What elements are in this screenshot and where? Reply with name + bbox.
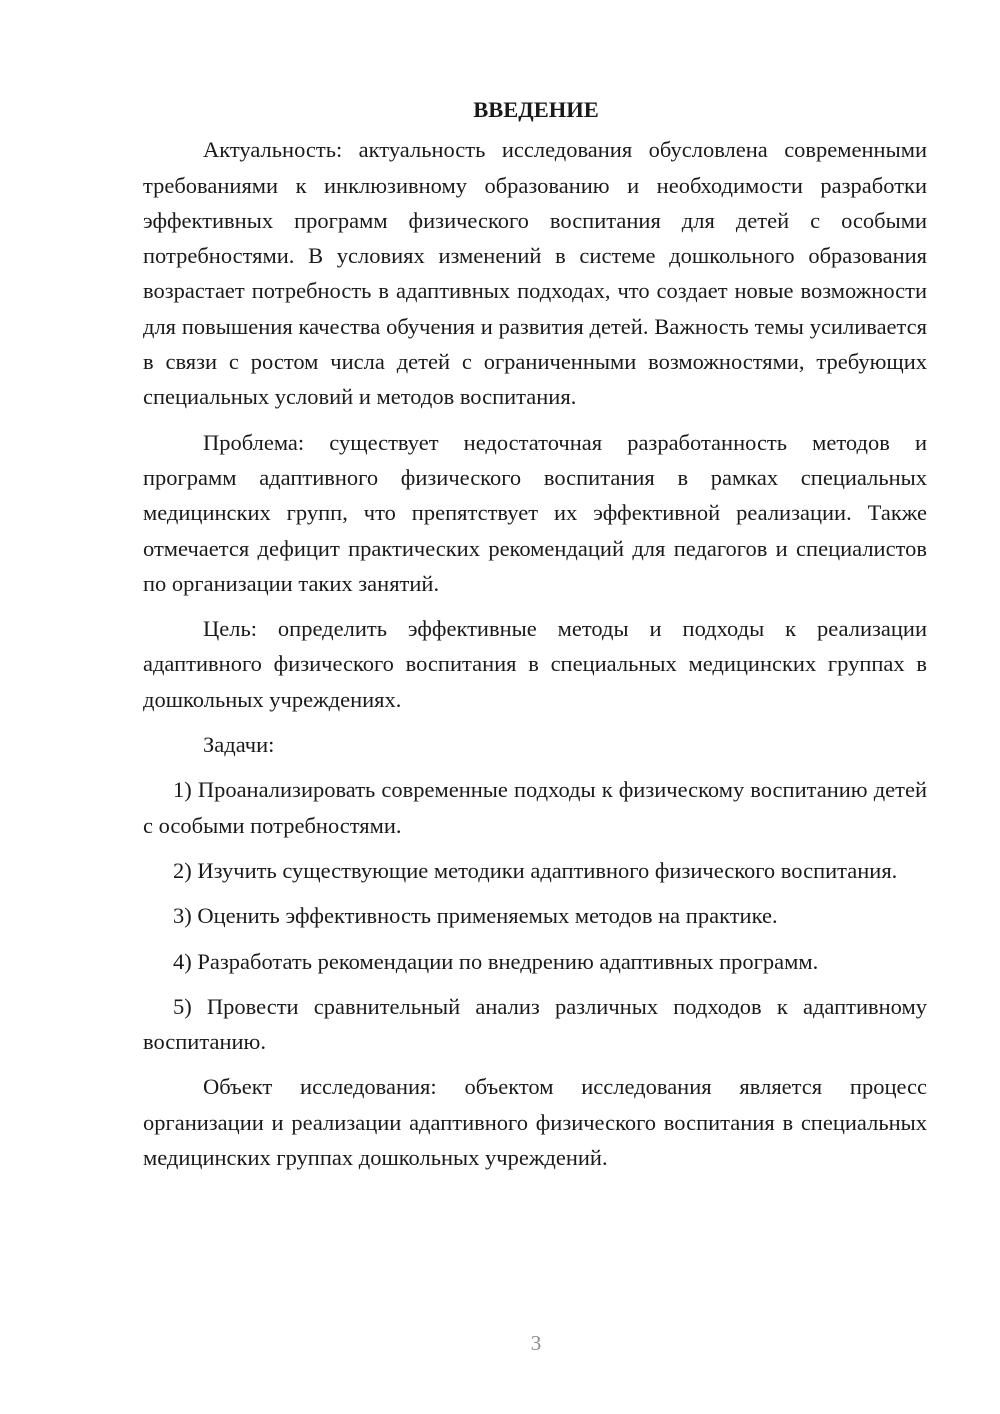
task-item-3: 3) Оценить эффективность применяемых методов на практике.: [173, 903, 778, 929]
page-content: [143, 92, 927, 1185]
problem-paragraph: Проблема: существует недостаточная разработанность методов и программ адаптивного физического воспитания в рамках специальных медицинских групп, что препятствует их эффективной реализации. Также отмечается дефицит практических рекомендаций для педагогов и специалистов по организации таких занятий.: [143, 429, 927, 596]
section-heading: ВВЕДЕНИЕ: [473, 97, 599, 122]
page-number: 3: [530, 1331, 542, 1355]
task-item-4: 4) Разработать рекомендации по внедрению адаптивных программ.: [173, 948, 819, 974]
goal-paragraph: Цель: определить эффективные методы и подходы к реализации адаптивного физического воспитания в специальных медицинских группах в дошкольных учреждениях.: [143, 616, 927, 712]
task-item-2: 2) Изучить существующие методики адаптивного физического воспитания.: [173, 857, 898, 883]
task-item-5: 5) Провести сравнительный анализ различных подходов к адаптивному воспитанию.: [143, 993, 927, 1055]
task-item-1: 1) Проанализировать современные подходы к физическому воспитанию детей с особыми потребностями.: [143, 777, 927, 838]
object-paragraph: Объект исследования: объектом исследования является процесс организации и реализации адаптивного физического воспитания в специальных медицинских группах дошкольных учреждений.: [143, 1074, 927, 1171]
tasks-label: Задачи:: [203, 732, 275, 758]
relevance-paragraph: Актуальность: актуальность исследования обусловлена современными требованиями к инклюзивному образованию и необходимости разработки эффективных программ физического воспитания для детей с особыми потребностями. В условиях изменений в системе дошкольного образования возрастает потребность в адаптивных подходах, что создает новые возможности для повышения качества обучения и развития детей. Важность темы усиливается в связи с ростом числа детей с ограниченными возможностями, требующих специальных условий и методов воспитания.: [143, 137, 927, 410]
